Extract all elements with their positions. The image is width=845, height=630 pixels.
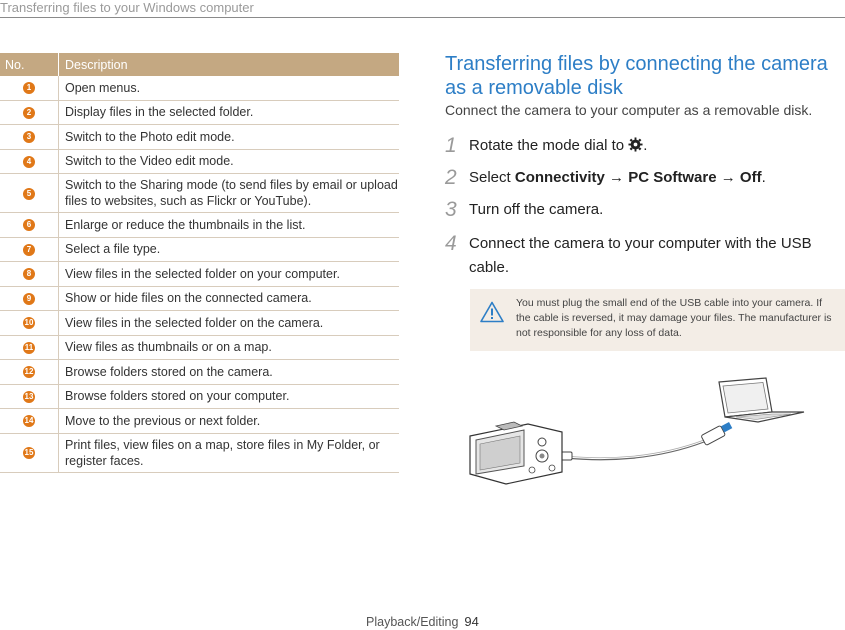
table-row <box>0 237 399 262</box>
table-header-row <box>0 53 399 76</box>
option-off: Off <box>739 169 762 186</box>
section-title: Transferring files by connecting the camera as a removable disk <box>445 53 828 99</box>
table-row <box>0 360 399 385</box>
step-number: 4 <box>445 232 457 255</box>
row-number-cell <box>0 409 59 434</box>
row-description-cell: Print files, view files on a map, store files in My Folder, or register faces. <box>59 433 400 472</box>
column-header-description: Description <box>59 53 400 76</box>
number-badge: 10 <box>24 318 34 328</box>
menu-pc-software: PC Software <box>628 169 717 186</box>
caution-note <box>470 289 845 351</box>
page-number: 94 <box>464 614 479 629</box>
step-1 <box>445 134 829 158</box>
footer-section-name: Playback/Editing <box>366 615 459 629</box>
step-number: 3 <box>445 198 457 221</box>
caution-text: You must plug the small end of the USB cable into your camera. If the cable is reversed, it may damage your files. The manufacturer is not responsible for any loss of data. <box>516 297 832 339</box>
menu-connectivity: Connectivity <box>514 169 605 186</box>
step-2 <box>445 166 829 190</box>
row-number-cell <box>0 76 59 100</box>
table-row <box>0 384 399 409</box>
step-4 <box>445 232 829 280</box>
column-header-no: No. <box>0 53 59 76</box>
row-number-cell <box>0 213 59 238</box>
step-number: 2 <box>445 166 457 189</box>
row-description-cell: View files in the selected folder on the camera. <box>59 311 400 336</box>
number-badge: 1 <box>23 82 35 94</box>
row-description-cell: View files as thumbnails or on a map. <box>59 335 400 360</box>
number-badge: 4 <box>23 156 35 168</box>
row-number-cell <box>0 100 59 125</box>
row-number-cell <box>0 149 59 174</box>
row-number-cell <box>0 335 59 360</box>
number-badge: 9 <box>23 293 35 305</box>
step-text: Select <box>469 169 515 186</box>
step-3 <box>445 198 829 222</box>
row-description-cell: Switch to the Sharing mode (to send files by email or upload files to websites, such as Flickr or YouTube). <box>59 174 400 213</box>
table-row <box>0 409 399 434</box>
number-badge: 3 <box>23 131 35 143</box>
step-number: 1 <box>445 134 457 157</box>
table-row <box>0 433 399 472</box>
row-number-cell <box>0 174 59 213</box>
number-badge: 5 <box>23 188 35 200</box>
row-number-cell <box>0 125 59 150</box>
table-row <box>0 262 399 287</box>
running-header: Transferring files to your Windows computer <box>0 0 254 15</box>
arrow: → <box>604 169 629 186</box>
warning-triangle-icon <box>480 301 504 323</box>
row-description-cell: Select a file type. <box>59 237 400 262</box>
page-footer <box>366 614 479 629</box>
number-badge: 6 <box>23 219 35 231</box>
header-divider <box>0 17 845 18</box>
table-row <box>0 311 399 336</box>
row-number-cell <box>0 360 59 385</box>
number-badge: 15 <box>24 448 34 458</box>
row-description-cell: Browse folders stored on the camera. <box>59 360 400 385</box>
table-row <box>0 125 399 150</box>
row-number-cell <box>0 433 59 472</box>
number-badge: 2 <box>23 107 35 119</box>
step-text: Connect the camera to your computer with the USB cable. <box>469 235 812 276</box>
row-description-cell: Move to the previous or next folder. <box>59 409 400 434</box>
row-number-cell <box>0 384 59 409</box>
row-description-cell: Switch to the Video edit mode. <box>59 149 400 174</box>
number-badge: 7 <box>23 244 35 256</box>
number-badge: 11 <box>24 342 34 352</box>
number-badge: 12 <box>24 367 34 377</box>
table-row <box>0 335 399 360</box>
table-row <box>0 100 399 125</box>
settings-gear-icon <box>628 137 643 152</box>
camera-usb-laptop-illustration <box>466 374 806 486</box>
row-description-cell: View files in the selected folder on your computer. <box>59 262 400 287</box>
row-description-cell: Display files in the selected folder. <box>59 100 400 125</box>
row-description-cell: Switch to the Photo edit mode. <box>59 125 400 150</box>
table-row <box>0 149 399 174</box>
step-text: Turn off the camera. <box>469 201 604 218</box>
laptop-icon <box>719 378 804 422</box>
section-intro: Connect the camera to your computer as a removable disk. <box>445 102 813 118</box>
row-description-cell: Open menus. <box>59 76 400 100</box>
step-text-end: . <box>761 169 766 186</box>
row-number-cell <box>0 311 59 336</box>
number-badge: 13 <box>24 391 34 401</box>
number-badge: 14 <box>24 416 34 426</box>
step-text: Rotate the mode dial to <box>469 137 629 154</box>
button-description-table <box>0 53 399 473</box>
number-badge: 8 <box>23 268 35 280</box>
camera-icon <box>470 422 562 484</box>
row-number-cell <box>0 237 59 262</box>
row-description-cell: Enlarge or reduce the thumbnails in the list. <box>59 213 400 238</box>
row-number-cell <box>0 262 59 287</box>
table-row <box>0 174 399 213</box>
step-text-end: . <box>643 137 648 154</box>
table-row <box>0 213 399 238</box>
row-description-cell: Browse folders stored on your computer. <box>59 384 400 409</box>
row-description-cell: Show or hide files on the connected camera. <box>59 286 400 311</box>
arrow: → <box>716 169 740 186</box>
table-row <box>0 286 399 311</box>
table-row <box>0 76 399 100</box>
row-number-cell <box>0 286 59 311</box>
